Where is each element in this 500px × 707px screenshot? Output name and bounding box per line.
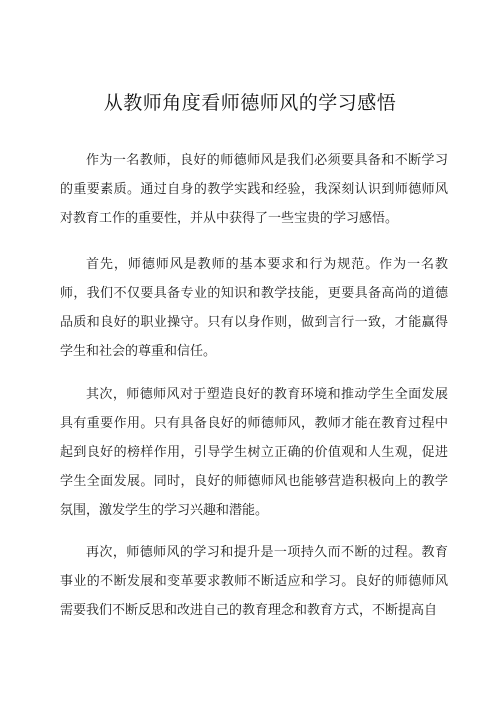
paragraph-intro: 作为一名教师，良好的师德师风是我们必须要具备和不断学习的重要素质。通过自身的教学实践和经验，我深刻认识到师德师风对教育工作的重要性，并从中获得了一些宝贵的学习感悟。 <box>60 153 448 226</box>
paragraph-first-point: 首先，师德师风是教师的基本要求和行为规范。作为一名教师，我们不仅要具备专业的知识和教学技能，更要具备高尚的道德品质和良好的职业操守。只有以身作则，做到言行一致，才能赢得学生和社会的尊重和信任。 <box>60 257 448 359</box>
paragraph-second-point: 其次，师德师风对于塑造良好的教育环境和推动学生全面发展具有重要作用。只有具备良好的师德师风，教师才能在教育过程中起到良好的榜样作用，引导学生树立正确的价值观和人生观，促进学生全面发展。同时，良好的师德师风也能够营造积极向上的教学氛围，激发学生的学习兴趣和潜能。 <box>60 387 448 518</box>
document-title: 从教师角度看师德师风的学习感悟 <box>103 92 397 114</box>
paragraph-third-point: 再次，师德师风的学习和提升是一项持久而不断的过程。教育事业的不断发展和变革要求教师不断适应和学习。良好的师德师风需要我们不断反思和改进自己的教育理念和教育方式，不断提高自 <box>60 545 448 618</box>
